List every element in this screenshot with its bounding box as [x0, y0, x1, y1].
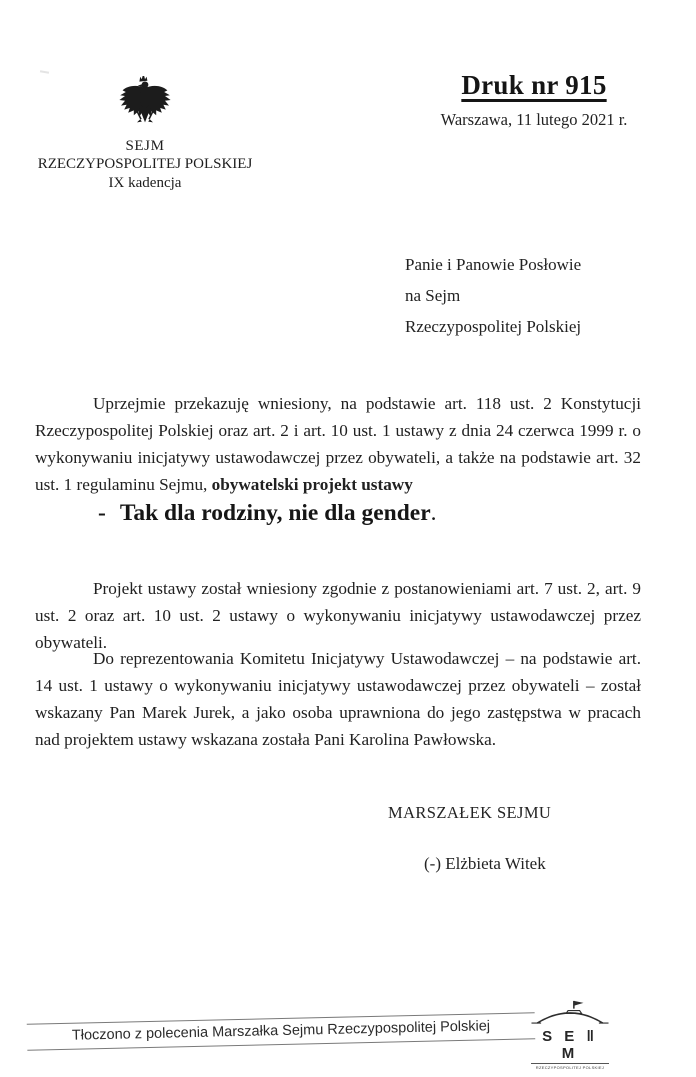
sejm-logo — [531, 999, 609, 1070]
addressee-line: Panie i Panowie Posłowie — [405, 255, 582, 274]
sejm-dome-icon — [531, 999, 609, 1025]
org-name-sejm: SEJM — [125, 138, 165, 154]
paragraph-transmittal — [35, 390, 641, 498]
institution-header — [16, 70, 274, 193]
signature-name: (-) Elżbieta Witek — [424, 854, 546, 873]
bill-title-period: . — [430, 500, 437, 526]
dateline: Warszawa, 11 lutego 2021 r. — [440, 110, 628, 129]
addressee-line: na Sejm — [405, 286, 461, 305]
addressee-line: Rzeczypospolitej Polskiej — [405, 317, 582, 336]
addressee-block — [405, 249, 581, 342]
bill-title — [98, 500, 437, 527]
print-number-block — [412, 70, 656, 130]
paragraph-transmittal-text: Uprzejmie przekazuję wniesiony, na podstawie art. 118 ust. 2 Konstytucji Rzeczypospolitej Polskiej oraz art. 2 i art. 10 ust. 1 ustawy z dnia 24 czerwca 1999 r. o wykonywaniu inicjatywy ustawodawczej przez obywateli, a także na podstawie art. 32 ust. 1 regulaminu Sejmu, — [35, 394, 641, 494]
bill-title-text: Tak dla rodziny, nie dla gender — [119, 500, 431, 526]
org-term: IX kadencja — [108, 175, 182, 191]
sejm-logo-letters: S E ‖ M — [542, 1028, 598, 1062]
org-name-republic: RZECZYPOSPOLITEJ POLSKIEJ — [37, 156, 253, 172]
paragraph-committee: Do reprezentowania Komitetu Inicjatywy Ustawodawczej – na podstawie art. 14 ust. 1 ustawy o wykonywaniu inicjatywy ustawodawczej przez obywateli – został wskazany Pan Marek Jurek, a jako osoba uprawniona do jego zastępstwa w pracach nad projektem ustawy wskazana została Pani Karolina Pawłowska. — [35, 649, 641, 749]
footer-print-note: Tłoczono z polecenia Marszałka Sejmu Rzeczypospolitej Polskiej — [27, 1012, 535, 1051]
paragraph-filing: Projekt ustawy został wniesiony zgodnie z postanowieniami art. 7 ust. 2, art. 9 ust. 2 oraz art. 10 ust. 2 ustawy o wykonywaniu inicjatywy ustawodawczej przez obywateli. — [35, 579, 641, 652]
sejm-logo-caption: RZECZYPOSPOLITEJ POLSKIEJ — [531, 1063, 609, 1070]
paragraph-transmittal-bold: obywatelski projekt ustawy — [211, 475, 413, 494]
bill-title-dash: - — [98, 500, 106, 526]
signature-role: MARSZAŁEK SEJMU — [388, 803, 552, 822]
print-number: Druk nr 915 — [461, 70, 607, 100]
polish-eagle-emblem-icon — [117, 70, 173, 130]
